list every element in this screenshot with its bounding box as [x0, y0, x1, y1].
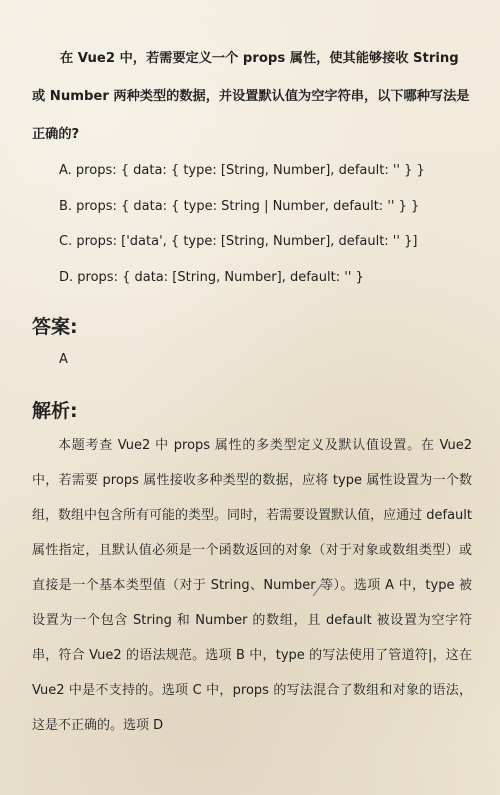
question-text: 在 Vue2 中，若需要定义一个 props 属性，使其能够接收 String 或 Number 两种类型的数据，并设置默认值为空字符串，以下哪种写法是正确的? — [32, 51, 470, 142]
analysis-heading: 解析: — [32, 400, 78, 422]
option-c: C. props: ['data', { type: [String, Number], default: '' }] — [59, 234, 418, 249]
answer-heading: 答案: — [32, 316, 78, 338]
option-b: B. props: { data: { type: String | Number, default: '' } } — [59, 198, 420, 214]
option-a: A. props: { data: { type: [String, Number], default: '' } } — [59, 163, 425, 178]
options-list — [59, 156, 479, 298]
analysis-text: 本题考查 Vue2 中 props 属性的多类型定义及默认值设置。在 Vue2 中，若需要 props 属性接收多种类型的数据，应将 type 属性设置为一个数组，数组中包含所有可能的类型。同时，若需要设置默认值，应通过 default 属性指定，且默认值必须是一个函数返回的对象（对于对象或数组类型）或直接是一个基本类型值（对于 String、Number 等）。选项 A 中，type 被设置为一个包含 String 和 Number 的数组，且 default 被设置为空字符串，符合 Vue2 的语法规范。选项 B 中，type 的写法使用了管道符|，这在 Vue2 中是不支持的。选项 C 中，props 的写法混合了数组和对象的语法，这是不正确的。选项 D — [32, 438, 472, 733]
pen-stroke-mark — [310, 583, 324, 597]
option-d: D. props: { data: [String, Number], default: '' } — [59, 269, 364, 285]
answer-value: A — [59, 352, 68, 367]
